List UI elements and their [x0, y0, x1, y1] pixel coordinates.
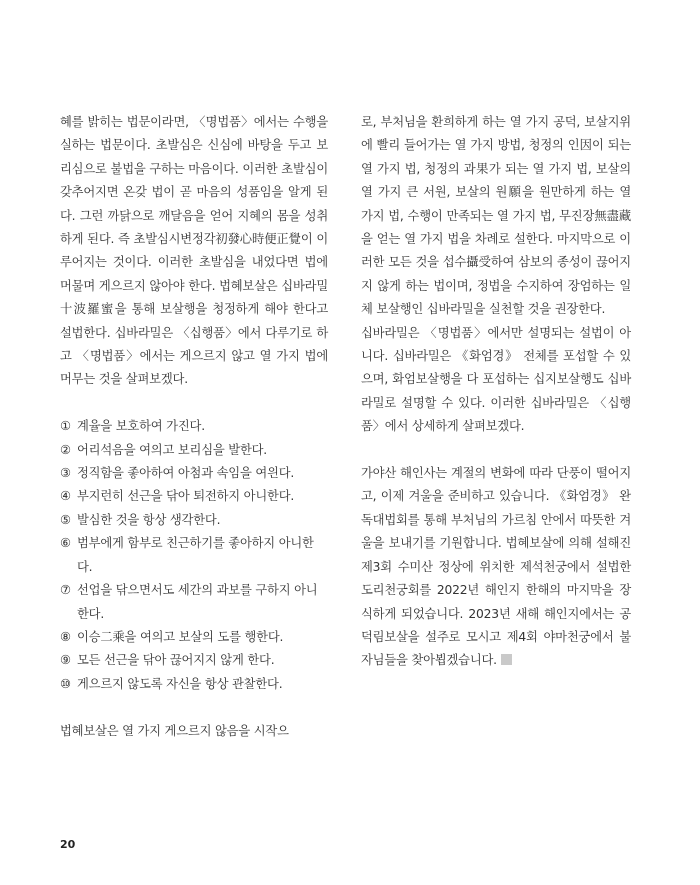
- list-number: ②: [60, 442, 71, 457]
- paragraph-gap: [60, 696, 328, 719]
- body-paragraph-3: 로, 부처님을 환희하게 하는 열 가지 공덕, 보살지위에 빨리 들어가는 열 가지 방법, 청정의 인因이 되는 열 가지 법, 청정의 과果가 되는 열 가지 법, 보살의 열 가지 큰 서원, 보살의 원願을 원만하게 하는 열 가지 법, 수행이 만족되는 열 가지 법, 무진장無盡藏을 얻는 열 가지 법을 차례로 설한다. 마지막으로 이러한 모든 것을 섭수攝受하여 삼보의 종성이 끊어지지 않게 하는 법이며, 정법을 수지하여 장엄하는 일체 보살행인 십바라밀을 실천할 것을 권장한다.: [361, 115, 631, 317]
- paragraph-gap: [60, 392, 328, 415]
- list-text: 모든 선근을 닦아 끊어지지 않게 한다.: [77, 653, 275, 668]
- list-item: [60, 649, 328, 672]
- closing-paragraph: [361, 462, 631, 673]
- list-text: 발심한 것을 항상 생각한다.: [77, 512, 221, 527]
- list-number: ⑥: [60, 536, 71, 551]
- list-text: 선업을 닦으면서도 세간의 과보를 구하지 아니한다.: [77, 583, 318, 621]
- right-column: [361, 111, 631, 673]
- list-number: ①: [60, 419, 71, 434]
- list-item: [60, 673, 328, 696]
- body-paragraph-1: 혜를 밝히는 법문이라면, 〈명법품〉에서는 수행을 실하는 법문이다. 초발심은 신심에 바탕을 두고 보리심으로 불법을 구하는 마음이다. 이러한 초발심이 갖추어지면 온갖 법이 곧 마음의 성품임을 알게 된다. 그런 까닭으로 깨달음을 얻어 지혜의 몸을 성취하게 된다. 즉 초발심시변정각初發心時便正覺이 이루어지는 것이다. 이러한 초발심을 내었다면 법에 머물며 게으르지 않아야 한다. 법혜보살은 십바라밀十波羅蜜을 통해 보살행을 청정하게 해야 한다고 설법한다. 십바라밀은 〈십행품〉에서 다루기로 하고 〈명법품〉에서는 게으르지 않고 열 가지 법에 머무는 것을 살펴보겠다.: [60, 115, 328, 387]
- list-item: [60, 509, 328, 532]
- ten-dharmas-list: [60, 415, 328, 696]
- paragraph-gap: [361, 439, 631, 462]
- body-paragraph-4: 십바라밀은 〈명법품〉에서만 설명되는 설법이 아니다. 십바라밀은 《화엄경》 전체를 포섭할 수 있으며, 화엄보살행을 다 포섭하는 십지보살행도 십바라밀로 설명할 수 있다. 이러한 십바라밀은 〈십행품〉에서 상세하게 살펴보겠다.: [361, 325, 631, 434]
- list-number: ⑧: [60, 629, 71, 644]
- list-number: ③: [60, 466, 71, 481]
- closing-text: 가야산 해인사는 계절의 변화에 따라 단풍이 떨어지고, 이제 겨울을 준비하고 있습니다. 《화엄경》 완독대법회를 통해 부처님의 가르침 안에서 따뜻한 겨울을 보내기를 기원합니다. 법혜보살에 의해 설해진 제3회 수미산 정상에 위치한 제석천궁에서 설법한 도리천궁회를 2022년 해인지 한해의 마지막을 장식하게 되었습니다. 2023년 새해 해인지에서는 공덕림보살을 설주로 모시고 제4회 야마천궁에서 불자님들을 찾아뵙겠습니다.: [361, 466, 631, 668]
- list-text: 계율을 보호하여 가진다.: [77, 419, 205, 434]
- list-item: [60, 462, 328, 485]
- list-number: ⑤: [60, 512, 71, 527]
- list-text: 어리석음을 여의고 보리심을 발한다.: [77, 442, 268, 457]
- list-text: 범부에게 함부로 친근하기를 좋아하지 아니한다.: [77, 536, 314, 574]
- list-number: ⑨: [60, 653, 71, 668]
- list-item: [60, 532, 328, 579]
- body-paragraph-2: 법혜보살은 열 가지 게으르지 않음을 시작으: [60, 723, 289, 738]
- list-item: [60, 415, 328, 438]
- list-number: ⑩: [60, 676, 71, 691]
- end-mark-icon: [501, 654, 512, 665]
- list-text: 정직함을 좋아하여 아첨과 속임을 여읜다.: [77, 466, 295, 481]
- list-item: [60, 626, 328, 649]
- list-number: ④: [60, 489, 71, 504]
- list-item: [60, 579, 328, 626]
- left-column: [60, 111, 328, 743]
- list-item: [60, 485, 328, 508]
- list-item: [60, 439, 328, 462]
- list-text: 부지런히 선근을 닦아 퇴전하지 아니한다.: [77, 489, 295, 504]
- list-text: 이승二乘을 여의고 보살의 도를 행한다.: [77, 629, 284, 644]
- page-number: 20: [60, 838, 76, 851]
- list-number: ⑦: [60, 583, 71, 598]
- list-text: 게으르지 않도록 자신을 항상 관찰한다.: [77, 676, 283, 691]
